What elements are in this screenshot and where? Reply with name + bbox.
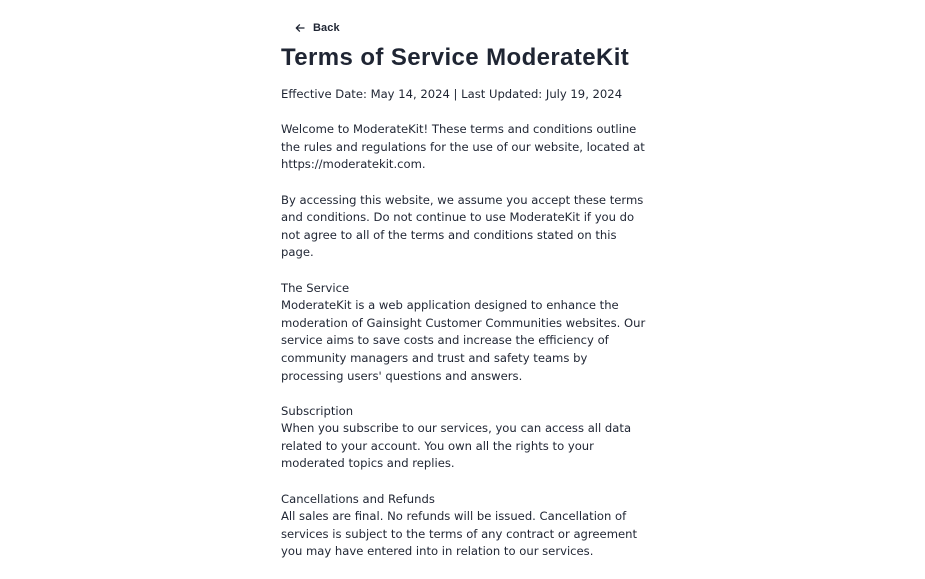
section-cancellations — [281, 491, 651, 561]
section-heading: Cancellations and Refunds — [281, 491, 435, 506]
intro-paragraph: Welcome to ModerateKit! These terms and conditions outline the rules and regulations for the use of our website, located at https://moderatekit.com. — [281, 122, 645, 172]
section-body: When you subscribe to our services, you can access all data related to your account. You own all the rights to your moderated topics and replies. — [281, 421, 632, 471]
page-title: Terms of Service ModerateKit — [281, 44, 630, 71]
acceptance-paragraph: By accessing this website, we assume you accept these terms and conditions. Do not continue to use ModerateKit if you do not agree to all of the terms and conditions stated on this page. — [281, 192, 644, 260]
section-heading: Subscription — [281, 403, 354, 418]
effective-dates: Effective Date: May 14, 2024 | Last Updated: July 19, 2024 — [281, 87, 623, 101]
section-heading: The Service — [281, 280, 350, 295]
section-body: All sales are final. No refunds will be issued. Cancellation of services is subject to the terms of any contract or agreement you may have entered into in relation to our services. — [281, 509, 638, 559]
terms-content — [281, 86, 651, 579]
section-subscription — [281, 403, 651, 473]
arrow-left-icon — [295, 23, 305, 33]
back-link[interactable] — [295, 22, 340, 34]
section-service — [281, 280, 651, 386]
section-body: ModerateKit is a web application designed to enhance the moderation of Gainsight Customer Communities websites. Our service aims to save costs and increase the efficiency of community managers and trust and safety teams by processing users' questions and answers. — [281, 298, 646, 383]
back-label: Back — [313, 22, 340, 34]
